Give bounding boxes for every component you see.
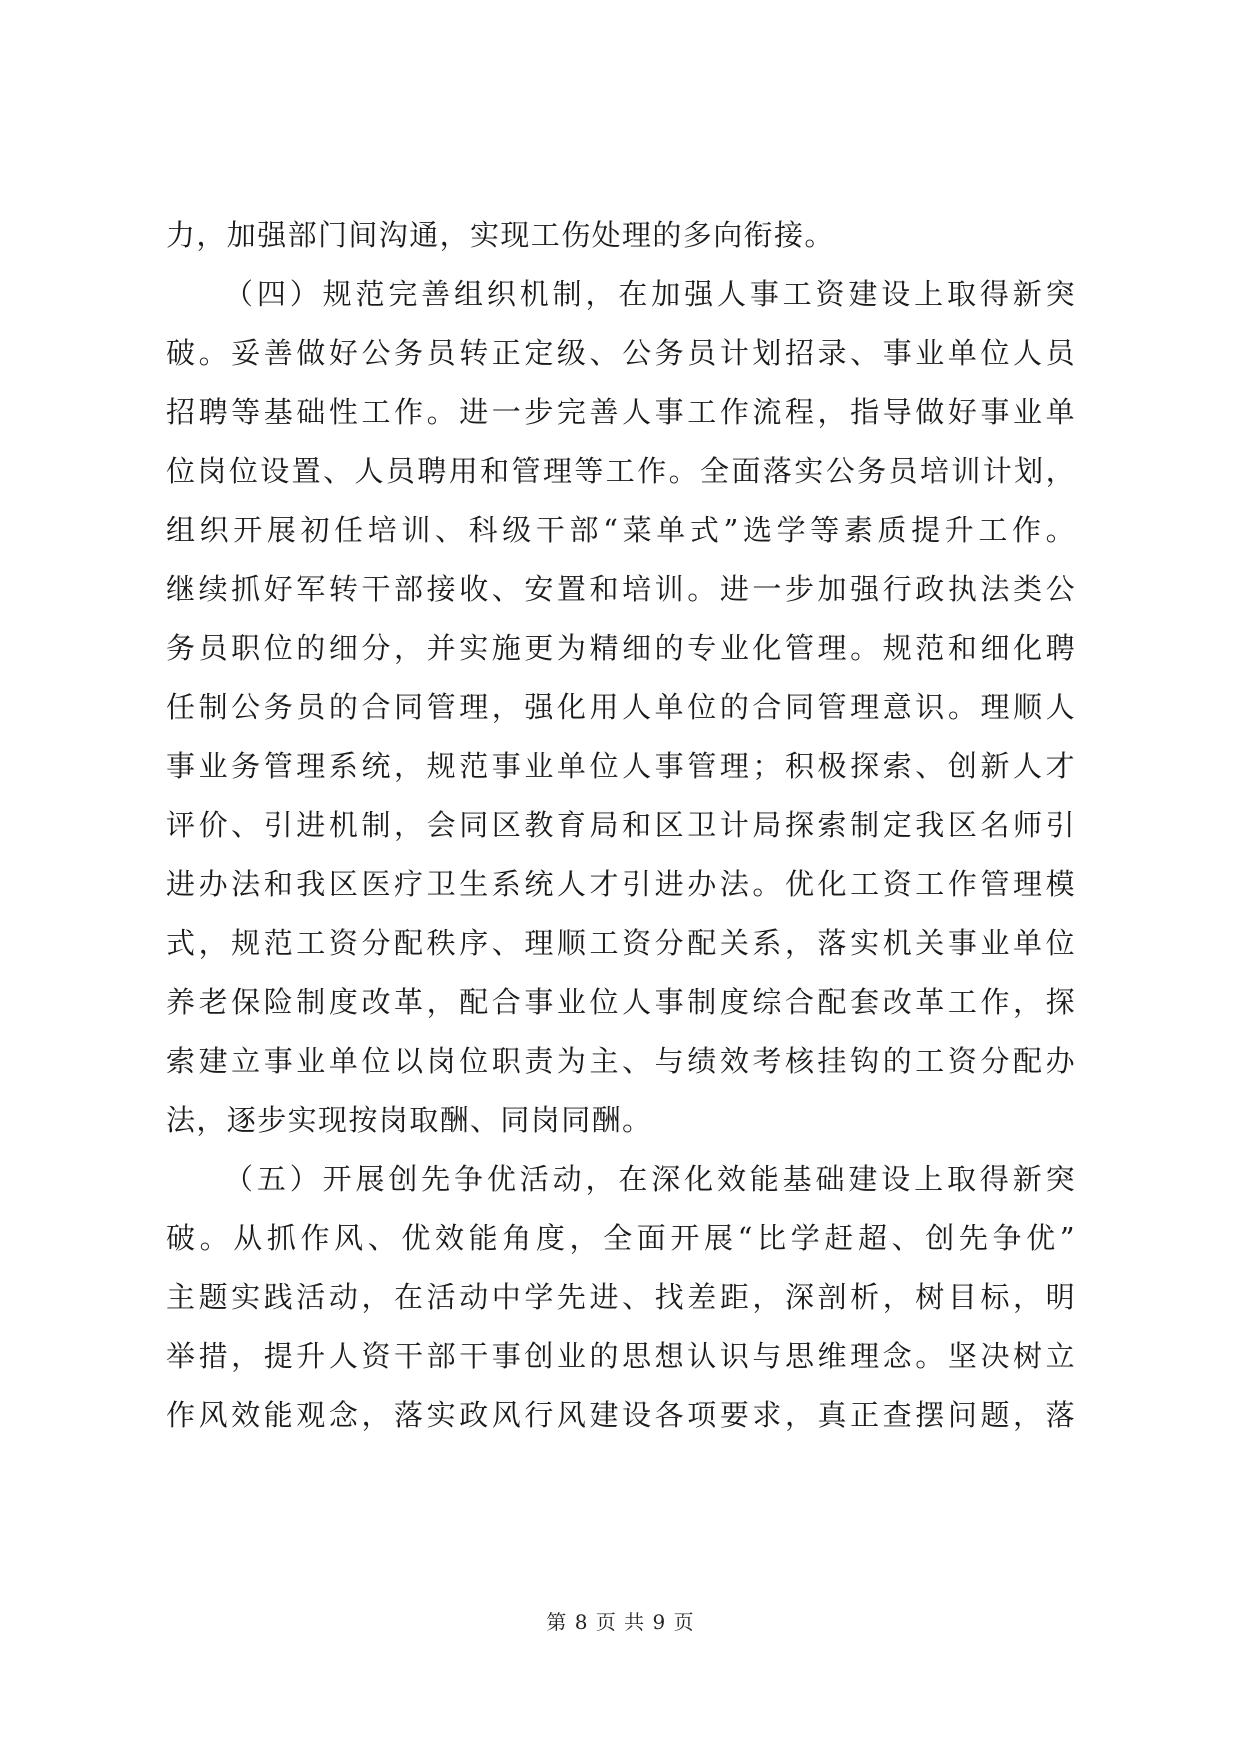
- text-line: 事业务管理系统，规范事业单位人事管理；积极探索、创新人才: [166, 749, 1076, 783]
- text-line: 组织开展初任培训、科级干部“菜单式”选学等素质提升工作。: [166, 513, 1076, 547]
- section-heading-line: （五）开展创先争优活动，在深化效能基础建设上取得新突: [224, 1162, 1076, 1196]
- body-text: [166, 206, 1076, 1445]
- text-line: 任制公务员的合同管理，强化用人单位的合同管理意识。理顺人: [166, 690, 1076, 724]
- text-line: 进办法和我区医疗卫生系统人才引进办法。优化工资工作管理模: [166, 867, 1076, 901]
- text-line: 式，规范工资分配秩序、理顺工资分配关系，落实机关事业单位: [166, 926, 1076, 960]
- text-line: 破。从抓作风、优效能角度，全面开展“比学赶超、创先争优”: [166, 1221, 1076, 1255]
- text-line: 务员职位的细分，并实施更为精细的专业化管理。规范和细化聘: [166, 631, 1076, 665]
- text-line: 招聘等基础性工作。进一步完善人事工作流程，指导做好事业单: [166, 395, 1076, 429]
- text-line: 举措，提升人资干部干事创业的思想认识与思维理念。坚决树立: [166, 1339, 1076, 1373]
- text-line: 主题实践活动，在活动中学先进、找差距，深剖析，树目标，明: [166, 1280, 1076, 1314]
- text-line: 破。妥善做好公务员转正定级、公务员计划招录、事业单位人员: [166, 336, 1076, 370]
- section-heading-line: （四）规范完善组织机制，在加强人事工资建设上取得新突: [224, 277, 1076, 311]
- page-number-footer: 第 8 页 共 9 页: [546, 1610, 695, 1634]
- text-line: 索建立事业单位以岗位职责为主、与绩效考核挂钩的工资分配办: [166, 1044, 1076, 1078]
- text-line: 评价、引进机制，会同区教育局和区卫计局探索制定我区名师引: [166, 808, 1076, 842]
- text-line: 作风效能观念，落实政风行风建设各项要求，真正查摆问题，落: [166, 1398, 1076, 1432]
- text-line: 力，加强部门间沟通，实现工伤处理的多向衔接。: [166, 218, 835, 252]
- text-line: 养老保险制度改革，配合事业位人事制度综合配套改革工作，探: [166, 985, 1076, 1019]
- text-line: 法，逐步实现按岗取酬、同岗同酬。: [166, 1103, 653, 1137]
- text-line: 继续抓好军转干部接收、安置和培训。进一步加强行政执法类公: [166, 572, 1076, 606]
- text-line: 位岗位设置、人员聘用和管理等工作。全面落实公务员培训计划，: [166, 454, 1076, 488]
